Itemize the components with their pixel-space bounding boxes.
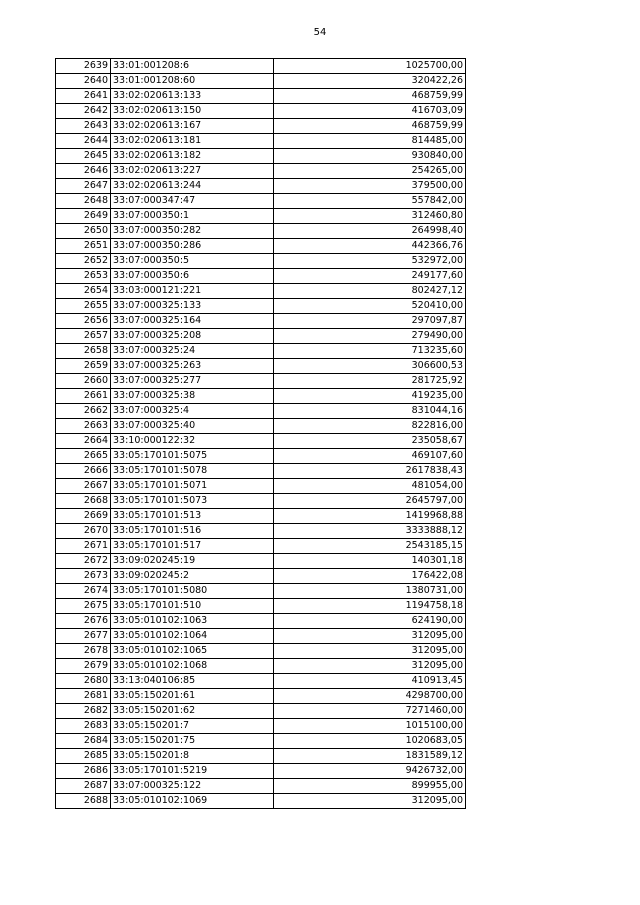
amount-value: 4298700,00 — [274, 689, 466, 704]
row-number: 2676 — [56, 614, 111, 629]
table-row — [56, 569, 466, 584]
amount-value: 249177,60 — [274, 269, 466, 284]
table-row — [56, 329, 466, 344]
amount-value: 481054,00 — [274, 479, 466, 494]
table-row — [56, 239, 466, 254]
amount-value: 7271460,00 — [274, 704, 466, 719]
table-row — [56, 194, 466, 209]
cadastral-number: 33:07:000325:40 — [111, 419, 274, 434]
cadastral-number: 33:10:000122:32 — [111, 434, 274, 449]
amount-value: 379500,00 — [274, 179, 466, 194]
table-row — [56, 479, 466, 494]
cadastral-number: 33:07:000350:286 — [111, 239, 274, 254]
table-row — [56, 539, 466, 554]
table-row — [56, 314, 466, 329]
row-number: 2649 — [56, 209, 111, 224]
cadastral-number: 33:02:020613:167 — [111, 119, 274, 134]
table-row — [56, 134, 466, 149]
amount-value: 557842,00 — [274, 194, 466, 209]
cadastral-number: 33:07:000325:208 — [111, 329, 274, 344]
table-row — [56, 104, 466, 119]
row-number: 2666 — [56, 464, 111, 479]
table-row — [56, 584, 466, 599]
table-row — [56, 224, 466, 239]
amount-value: 442366,76 — [274, 239, 466, 254]
table-row — [56, 419, 466, 434]
row-number: 2679 — [56, 659, 111, 674]
table-row — [56, 449, 466, 464]
amount-value: 624190,00 — [274, 614, 466, 629]
row-number: 2660 — [56, 374, 111, 389]
table-row — [56, 119, 466, 134]
cadastral-number: 33:05:170101:517 — [111, 539, 274, 554]
row-number: 2680 — [56, 674, 111, 689]
cadastral-number: 33:07:000347:47 — [111, 194, 274, 209]
row-number: 2686 — [56, 764, 111, 779]
table-row — [56, 284, 466, 299]
cadastral-number: 33:05:170101:5075 — [111, 449, 274, 464]
page-number: 54 — [313, 27, 327, 38]
row-number: 2670 — [56, 524, 111, 539]
table-row — [56, 209, 466, 224]
amount-value: 532972,00 — [274, 254, 466, 269]
row-number: 2664 — [56, 434, 111, 449]
cadastral-number: 33:09:020245:2 — [111, 569, 274, 584]
table-row — [56, 74, 466, 89]
cadastral-number: 33:07:000350:5 — [111, 254, 274, 269]
cadastral-number: 33:05:010102:1069 — [111, 794, 274, 809]
amount-value: 814485,00 — [274, 134, 466, 149]
table-row — [56, 674, 466, 689]
table-row — [56, 509, 466, 524]
table-row — [56, 389, 466, 404]
amount-value: 264998,40 — [274, 224, 466, 239]
cadastral-number: 33:09:020245:19 — [111, 554, 274, 569]
amount-value: 1025700,00 — [274, 59, 466, 74]
row-number: 2678 — [56, 644, 111, 659]
amount-value: 297097,87 — [274, 314, 466, 329]
row-number: 2646 — [56, 164, 111, 179]
cadastral-number: 33:07:000325:164 — [111, 314, 274, 329]
cadastral-number: 33:02:020613:244 — [111, 179, 274, 194]
table-row — [56, 764, 466, 779]
cadastral-number: 33:07:000350:1 — [111, 209, 274, 224]
table-row — [56, 269, 466, 284]
table-row — [56, 794, 466, 809]
table-row — [56, 704, 466, 719]
table-row — [56, 599, 466, 614]
cadastral-number: 33:13:040106:85 — [111, 674, 274, 689]
amount-value: 312095,00 — [274, 794, 466, 809]
amount-value: 279490,00 — [274, 329, 466, 344]
cadastral-number: 33:05:170101:5071 — [111, 479, 274, 494]
table-row — [56, 779, 466, 794]
amount-value: 416703,09 — [274, 104, 466, 119]
row-number: 2658 — [56, 344, 111, 359]
table-row — [56, 464, 466, 479]
row-number: 2682 — [56, 704, 111, 719]
amount-value: 176422,08 — [274, 569, 466, 584]
table-row — [56, 734, 466, 749]
table-row — [56, 374, 466, 389]
amount-value: 1015100,00 — [274, 719, 466, 734]
row-number: 2661 — [56, 389, 111, 404]
cadastral-number: 33:07:000325:24 — [111, 344, 274, 359]
cadastral-number: 33:05:170101:516 — [111, 524, 274, 539]
row-number: 2648 — [56, 194, 111, 209]
row-number: 2665 — [56, 449, 111, 464]
row-number: 2673 — [56, 569, 111, 584]
amount-value: 419235,00 — [274, 389, 466, 404]
amount-value: 468759,99 — [274, 119, 466, 134]
cadastral-number: 33:07:000350:6 — [111, 269, 274, 284]
amount-value: 802427,12 — [274, 284, 466, 299]
table-row — [56, 254, 466, 269]
table-row — [56, 719, 466, 734]
cadastral-number: 33:02:020613:227 — [111, 164, 274, 179]
amount-value: 306600,53 — [274, 359, 466, 374]
cadastral-number: 33:05:010102:1065 — [111, 644, 274, 659]
row-number: 2685 — [56, 749, 111, 764]
amount-value: 930840,00 — [274, 149, 466, 164]
row-number: 2639 — [56, 59, 111, 74]
cadastral-number: 33:01:001208:60 — [111, 74, 274, 89]
amount-value: 2645797,00 — [274, 494, 466, 509]
row-number: 2674 — [56, 584, 111, 599]
cadastral-number: 33:07:000325:263 — [111, 359, 274, 374]
cadastral-number: 33:05:170101:5078 — [111, 464, 274, 479]
row-number: 2654 — [56, 284, 111, 299]
amount-value: 520410,00 — [274, 299, 466, 314]
row-number: 2684 — [56, 734, 111, 749]
cadastral-number: 33:07:000325:38 — [111, 389, 274, 404]
cadastral-number: 33:07:000350:282 — [111, 224, 274, 239]
row-number: 2668 — [56, 494, 111, 509]
amount-value: 1194758,18 — [274, 599, 466, 614]
table-row — [56, 689, 466, 704]
row-number: 2681 — [56, 689, 111, 704]
amount-value: 1380731,00 — [274, 584, 466, 599]
row-number: 2651 — [56, 239, 111, 254]
amount-value: 312460,80 — [274, 209, 466, 224]
amount-value: 1020683,05 — [274, 734, 466, 749]
row-number: 2656 — [56, 314, 111, 329]
amount-value: 831044,16 — [274, 404, 466, 419]
amount-value: 312095,00 — [274, 629, 466, 644]
amount-value: 320422,26 — [274, 74, 466, 89]
registry-table-body — [56, 59, 466, 809]
amount-value: 254265,00 — [274, 164, 466, 179]
table-row — [56, 629, 466, 644]
cadastral-number: 33:07:000325:133 — [111, 299, 274, 314]
row-number: 2677 — [56, 629, 111, 644]
table-row — [56, 749, 466, 764]
cadastral-number: 33:02:020613:133 — [111, 89, 274, 104]
table-row — [56, 179, 466, 194]
row-number: 2645 — [56, 149, 111, 164]
cadastral-number: 33:05:150201:8 — [111, 749, 274, 764]
row-number: 2650 — [56, 224, 111, 239]
row-number: 2667 — [56, 479, 111, 494]
row-number: 2659 — [56, 359, 111, 374]
cadastral-number: 33:02:020613:181 — [111, 134, 274, 149]
cadastral-number: 33:05:010102:1068 — [111, 659, 274, 674]
cadastral-number: 33:05:150201:75 — [111, 734, 274, 749]
cadastral-number: 33:05:170101:513 — [111, 509, 274, 524]
cadastral-number: 33:07:000325:4 — [111, 404, 274, 419]
cadastral-number: 33:02:020613:150 — [111, 104, 274, 119]
amount-value: 312095,00 — [274, 644, 466, 659]
table-row — [56, 299, 466, 314]
cadastral-number: 33:05:150201:7 — [111, 719, 274, 734]
row-number: 2647 — [56, 179, 111, 194]
cadastral-number: 33:05:170101:5219 — [111, 764, 274, 779]
amount-value: 822816,00 — [274, 419, 466, 434]
row-number: 2642 — [56, 104, 111, 119]
row-number: 2643 — [56, 119, 111, 134]
row-number: 2641 — [56, 89, 111, 104]
cadastral-number: 33:05:170101:510 — [111, 599, 274, 614]
amount-value: 469107,60 — [274, 449, 466, 464]
table-row — [56, 89, 466, 104]
amount-value: 281725,92 — [274, 374, 466, 389]
table-row — [56, 59, 466, 74]
amount-value: 468759,99 — [274, 89, 466, 104]
table-row — [56, 659, 466, 674]
table-row — [56, 554, 466, 569]
table-row — [56, 149, 466, 164]
amount-value: 2543185,15 — [274, 539, 466, 554]
amount-value: 9426732,00 — [274, 764, 466, 779]
amount-value: 1419968,88 — [274, 509, 466, 524]
table-row — [56, 359, 466, 374]
table-row — [56, 524, 466, 539]
row-number: 2640 — [56, 74, 111, 89]
table-row — [56, 344, 466, 359]
registry-table — [55, 58, 466, 809]
row-number: 2655 — [56, 299, 111, 314]
cadastral-number: 33:02:020613:182 — [111, 149, 274, 164]
row-number: 2657 — [56, 329, 111, 344]
cadastral-number: 33:05:170101:5080 — [111, 584, 274, 599]
row-number: 2675 — [56, 599, 111, 614]
row-number: 2687 — [56, 779, 111, 794]
cadastral-number: 33:05:150201:62 — [111, 704, 274, 719]
table-row — [56, 164, 466, 179]
amount-value: 140301,18 — [274, 554, 466, 569]
cadastral-number: 33:03:000121:221 — [111, 284, 274, 299]
amount-value: 3333888,12 — [274, 524, 466, 539]
row-number: 2662 — [56, 404, 111, 419]
cadastral-number: 33:05:150201:61 — [111, 689, 274, 704]
row-number: 2669 — [56, 509, 111, 524]
table-row — [56, 614, 466, 629]
cadastral-number: 33:01:001208:6 — [111, 59, 274, 74]
cadastral-number: 33:07:000325:122 — [111, 779, 274, 794]
table-row — [56, 404, 466, 419]
amount-value: 1831589,12 — [274, 749, 466, 764]
table-row — [56, 494, 466, 509]
row-number: 2672 — [56, 554, 111, 569]
cadastral-number: 33:05:170101:5073 — [111, 494, 274, 509]
amount-value: 713235,60 — [274, 344, 466, 359]
row-number: 2644 — [56, 134, 111, 149]
table-row — [56, 644, 466, 659]
cadastral-number: 33:05:010102:1063 — [111, 614, 274, 629]
amount-value: 899955,00 — [274, 779, 466, 794]
row-number: 2663 — [56, 419, 111, 434]
cadastral-number: 33:07:000325:277 — [111, 374, 274, 389]
row-number: 2671 — [56, 539, 111, 554]
amount-value: 410913,45 — [274, 674, 466, 689]
table-row — [56, 434, 466, 449]
row-number: 2652 — [56, 254, 111, 269]
amount-value: 2617838,43 — [274, 464, 466, 479]
cadastral-number: 33:05:010102:1064 — [111, 629, 274, 644]
row-number: 2688 — [56, 794, 111, 809]
amount-value: 312095,00 — [274, 659, 466, 674]
amount-value: 235058,67 — [274, 434, 466, 449]
row-number: 2683 — [56, 719, 111, 734]
row-number: 2653 — [56, 269, 111, 284]
